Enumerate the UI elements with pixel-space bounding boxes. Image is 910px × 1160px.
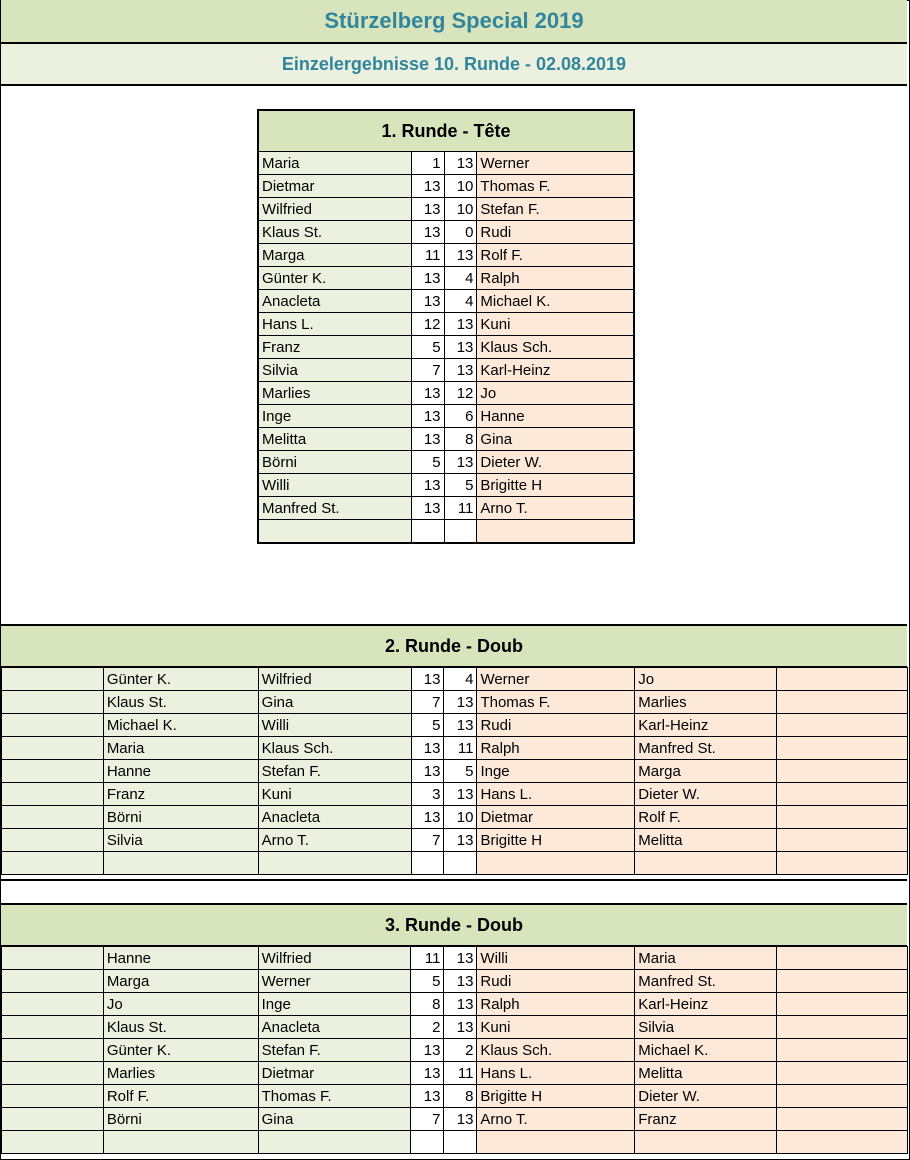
empty-cell [2, 783, 104, 806]
score-right: 13 [444, 359, 477, 382]
score-right: 5 [444, 474, 477, 497]
player-right-2: Manfred St. [635, 737, 777, 760]
score-right: 0 [444, 221, 477, 244]
player-left: Anacleta [258, 290, 411, 313]
table-row [258, 428, 634, 451]
player-right-2: Silvia [635, 1016, 777, 1039]
player-left-1: Franz [103, 783, 258, 806]
player-right [477, 520, 634, 544]
empty-cell [777, 668, 908, 691]
table-row [2, 806, 908, 829]
player-left-1 [103, 852, 258, 875]
player-right-2: Karl-Heinz [635, 714, 777, 737]
player-left-2 [258, 852, 411, 875]
score-right: 4 [444, 668, 477, 691]
player-right-2: Melitta [635, 1062, 777, 1085]
empty-cell [777, 1062, 908, 1085]
score-right: 13 [444, 783, 477, 806]
player-right: Rudi [477, 221, 634, 244]
score-right: 4 [444, 290, 477, 313]
empty-cell [2, 829, 104, 852]
player-left-2: Anacleta [258, 1016, 411, 1039]
player-left-1: Klaus St. [103, 1016, 258, 1039]
player-right-1: Arno T. [477, 1108, 635, 1131]
player-left-1: Silvia [103, 829, 258, 852]
player-right-1: Ralph [477, 993, 635, 1016]
player-left-1: Marlies [103, 1062, 258, 1085]
empty-cell [777, 714, 908, 737]
empty-cell [2, 1108, 104, 1131]
score-left: 13 [411, 382, 444, 405]
score-left: 8 [411, 993, 444, 1016]
player-left-1: Börni [103, 806, 258, 829]
table-row [2, 1039, 908, 1062]
player-left-1: Günter K. [103, 668, 258, 691]
table-row [2, 970, 908, 993]
score-left: 7 [411, 1108, 444, 1131]
score-left: 13 [411, 290, 444, 313]
empty-cell [2, 806, 104, 829]
table-row [258, 244, 634, 267]
table-row [258, 520, 634, 544]
empty-cell [777, 829, 908, 852]
empty-cell [777, 1108, 908, 1131]
score-left: 13 [411, 760, 444, 783]
table-row [2, 1085, 908, 1108]
player-left: Maria [258, 152, 411, 175]
empty-cell [777, 760, 908, 783]
score-left: 13 [411, 198, 444, 221]
player-left-2: Werner [258, 970, 411, 993]
player-left-1: Börni [103, 1108, 258, 1131]
round1-table [257, 109, 635, 544]
score-left: 2 [411, 1016, 444, 1039]
score-right: 13 [444, 1108, 477, 1131]
player-right-2: Manfred St. [635, 970, 777, 993]
score-left [411, 1131, 444, 1154]
table-row [258, 221, 634, 244]
player-left-1: Michael K. [103, 714, 258, 737]
score-left: 7 [411, 359, 444, 382]
player-right-1: Inge [477, 760, 635, 783]
score-left: 13 [411, 806, 444, 829]
empty-cell [2, 852, 104, 875]
table-row [258, 175, 634, 198]
player-right-2 [635, 1131, 777, 1154]
player-right-1: Brigitte H [477, 1085, 635, 1108]
player-left-2: Dietmar [258, 1062, 411, 1085]
table-row [258, 267, 634, 290]
table-row [2, 691, 908, 714]
score-left: 11 [411, 244, 444, 267]
score-right: 12 [444, 382, 477, 405]
player-right-1: Ralph [477, 737, 635, 760]
score-left: 13 [411, 405, 444, 428]
player-right-2: Melitta [635, 829, 777, 852]
player-left-2 [258, 1131, 411, 1154]
player-right-2 [635, 852, 777, 875]
empty-cell [2, 993, 104, 1016]
player-right-1: Rudi [477, 970, 635, 993]
player-right-1: Hans L. [477, 1062, 635, 1085]
score-left: 11 [411, 947, 444, 970]
table-row [258, 359, 634, 382]
empty-cell [777, 1085, 908, 1108]
player-right-1 [477, 852, 635, 875]
player-right-2: Michael K. [635, 1039, 777, 1062]
player-left-2: Kuni [258, 783, 411, 806]
table-row [258, 382, 634, 405]
score-left: 5 [411, 451, 444, 474]
player-left: Inge [258, 405, 411, 428]
score-right: 10 [444, 198, 477, 221]
player-right: Dieter W. [477, 451, 634, 474]
score-right: 13 [444, 691, 477, 714]
empty-cell [777, 1131, 908, 1154]
player-left-1: Maria [103, 737, 258, 760]
player-right-1: Hans L. [477, 783, 635, 806]
score-right: 4 [444, 267, 477, 290]
table-row [258, 336, 634, 359]
player-left-1 [103, 1131, 258, 1154]
player-right: Klaus Sch. [477, 336, 634, 359]
score-right [444, 520, 477, 544]
player-left-2: Stefan F. [258, 760, 411, 783]
score-right: 13 [444, 1016, 477, 1039]
empty-cell [777, 737, 908, 760]
round3-heading: 3. Runde - Doub [1, 903, 907, 947]
score-left: 13 [411, 1039, 444, 1062]
score-right: 13 [444, 947, 477, 970]
score-right: 13 [444, 313, 477, 336]
player-left-1: Rolf F. [103, 1085, 258, 1108]
player-right: Arno T. [477, 497, 634, 520]
score-right: 10 [444, 175, 477, 198]
table-row [2, 737, 908, 760]
player-right-2: Rolf F. [635, 806, 777, 829]
player-left [258, 520, 411, 544]
empty-cell [2, 1039, 104, 1062]
empty-cell [2, 1016, 104, 1039]
score-left: 3 [411, 783, 444, 806]
player-left: Marlies [258, 382, 411, 405]
score-left: 13 [411, 497, 444, 520]
player-left: Hans L. [258, 313, 411, 336]
player-left-2: Anacleta [258, 806, 411, 829]
spacer [1, 879, 907, 905]
round3-table [1, 946, 908, 1154]
score-left: 7 [411, 829, 444, 852]
player-left: Silvia [258, 359, 411, 382]
player-left-2: Willi [258, 714, 411, 737]
score-right [444, 852, 477, 875]
player-right: Brigitte H [477, 474, 634, 497]
score-left: 13 [411, 737, 444, 760]
table-row [258, 474, 634, 497]
player-right-2: Marga [635, 760, 777, 783]
round1-heading: 1. Runde - Tête [258, 110, 634, 152]
empty-cell [777, 852, 908, 875]
score-left: 13 [411, 474, 444, 497]
player-left-2: Inge [258, 993, 411, 1016]
score-left: 13 [411, 1085, 444, 1108]
score-left: 5 [411, 714, 444, 737]
empty-cell [777, 1039, 908, 1062]
score-left: 1 [411, 152, 444, 175]
empty-cell [2, 947, 104, 970]
player-right: Hanne [477, 405, 634, 428]
player-left: Börni [258, 451, 411, 474]
score-left: 7 [411, 691, 444, 714]
score-left: 12 [411, 313, 444, 336]
score-right: 13 [444, 244, 477, 267]
player-right-2: Maria [635, 947, 777, 970]
player-left-2: Gina [258, 1108, 411, 1131]
player-right-2: Franz [635, 1108, 777, 1131]
player-left-1: Hanne [103, 947, 258, 970]
player-right: Stefan F. [477, 198, 634, 221]
round2-heading: 2. Runde - Doub [1, 624, 907, 668]
table-row [2, 993, 908, 1016]
player-left-2: Wilfried [258, 668, 411, 691]
player-left: Marga [258, 244, 411, 267]
table-row [2, 829, 908, 852]
player-right: Rolf F. [477, 244, 634, 267]
table-row [258, 152, 634, 175]
player-right-1: Kuni [477, 1016, 635, 1039]
score-right: 5 [444, 760, 477, 783]
empty-cell [2, 1131, 104, 1154]
player-right-1: Thomas F. [477, 691, 635, 714]
table-row [2, 1062, 908, 1085]
empty-cell [2, 760, 104, 783]
player-left: Dietmar [258, 175, 411, 198]
empty-cell [2, 668, 104, 691]
player-left: Wilfried [258, 198, 411, 221]
score-left [411, 852, 444, 875]
score-left: 5 [411, 970, 444, 993]
table-row [258, 290, 634, 313]
player-right-1: Brigitte H [477, 829, 635, 852]
score-right: 8 [444, 428, 477, 451]
player-left-1: Günter K. [103, 1039, 258, 1062]
player-right: Thomas F. [477, 175, 634, 198]
score-right: 11 [444, 737, 477, 760]
table-row [2, 714, 908, 737]
score-right: 2 [444, 1039, 477, 1062]
player-right-1: Willi [477, 947, 635, 970]
player-left-2: Arno T. [258, 829, 411, 852]
score-left: 13 [411, 267, 444, 290]
score-right: 10 [444, 806, 477, 829]
table-row [258, 497, 634, 520]
player-left-1: Hanne [103, 760, 258, 783]
player-left-2: Wilfried [258, 947, 411, 970]
empty-cell [2, 737, 104, 760]
empty-cell [777, 993, 908, 1016]
score-left: 13 [411, 668, 444, 691]
empty-cell [2, 1085, 104, 1108]
score-right: 13 [444, 451, 477, 474]
round2-table [1, 667, 908, 875]
table-row [258, 451, 634, 474]
score-right: 8 [444, 1085, 477, 1108]
player-left-2: Thomas F. [258, 1085, 411, 1108]
score-right: 13 [444, 336, 477, 359]
table-row [258, 313, 634, 336]
score-left: 13 [411, 1062, 444, 1085]
score-right: 13 [444, 970, 477, 993]
table-row [2, 852, 908, 875]
player-right-1: Werner [477, 668, 635, 691]
player-right: Karl-Heinz [477, 359, 634, 382]
table-row [2, 783, 908, 806]
score-right: 11 [444, 1062, 477, 1085]
player-right: Michael K. [477, 290, 634, 313]
player-right: Jo [477, 382, 634, 405]
empty-cell [777, 691, 908, 714]
player-right-2: Marlies [635, 691, 777, 714]
table-row [2, 947, 908, 970]
player-right-2: Karl-Heinz [635, 993, 777, 1016]
player-right: Kuni [477, 313, 634, 336]
player-left: Günter K. [258, 267, 411, 290]
player-left: Melitta [258, 428, 411, 451]
player-left: Willi [258, 474, 411, 497]
player-right-2: Dieter W. [635, 1085, 777, 1108]
table-row [258, 198, 634, 221]
score-left [411, 520, 444, 544]
player-left-2: Gina [258, 691, 411, 714]
empty-cell [2, 714, 104, 737]
player-left: Klaus St. [258, 221, 411, 244]
score-right: 13 [444, 714, 477, 737]
empty-cell [777, 783, 908, 806]
score-right: 13 [444, 152, 477, 175]
player-right-1 [477, 1131, 635, 1154]
table-row [2, 760, 908, 783]
score-right: 13 [444, 993, 477, 1016]
score-right: 6 [444, 405, 477, 428]
player-right: Gina [477, 428, 634, 451]
sheet-title: Stürzelberg Special 2019 [1, 0, 907, 44]
score-left: 13 [411, 175, 444, 198]
score-right: 13 [444, 829, 477, 852]
player-right: Ralph [477, 267, 634, 290]
player-right-1: Dietmar [477, 806, 635, 829]
empty-cell [777, 806, 908, 829]
score-left: 13 [411, 221, 444, 244]
score-left: 5 [411, 336, 444, 359]
player-left-2: Stefan F. [258, 1039, 411, 1062]
player-left-1: Marga [103, 970, 258, 993]
table-row [258, 405, 634, 428]
player-left-1: Jo [103, 993, 258, 1016]
empty-cell [777, 1016, 908, 1039]
player-right: Werner [477, 152, 634, 175]
score-left: 13 [411, 428, 444, 451]
empty-cell [777, 970, 908, 993]
player-left-2: Klaus Sch. [258, 737, 411, 760]
player-right-2: Dieter W. [635, 783, 777, 806]
score-right: 11 [444, 497, 477, 520]
table-row [2, 1016, 908, 1039]
empty-cell [777, 947, 908, 970]
player-right-2: Jo [635, 668, 777, 691]
sheet-subtitle: Einzelergebnisse 10. Runde - 02.08.2019 [1, 44, 907, 86]
player-left: Manfred St. [258, 497, 411, 520]
player-right-1: Rudi [477, 714, 635, 737]
score-right [444, 1131, 477, 1154]
table-row [2, 1108, 908, 1131]
player-left-1: Klaus St. [103, 691, 258, 714]
player-left: Franz [258, 336, 411, 359]
table-row [2, 668, 908, 691]
empty-cell [2, 691, 104, 714]
empty-cell [2, 970, 104, 993]
table-row [2, 1131, 908, 1154]
player-right-1: Klaus Sch. [477, 1039, 635, 1062]
empty-cell [2, 1062, 104, 1085]
